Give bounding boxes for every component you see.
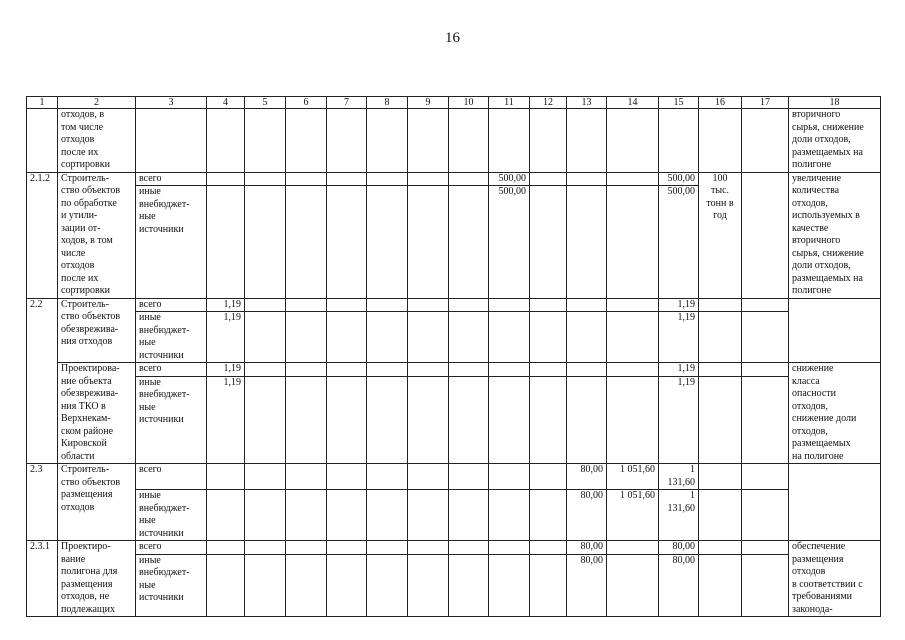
col-header: 8 bbox=[367, 97, 408, 109]
col-header: 4 bbox=[207, 97, 245, 109]
indicator-value: 100 тыс. тонн в год bbox=[699, 172, 742, 298]
value-cell: 1,19 bbox=[659, 376, 699, 463]
value-cell: 80,00 bbox=[567, 554, 607, 616]
col-header: 6 bbox=[286, 97, 327, 109]
measure-name: Строитель- ство объектов размещения отходов bbox=[58, 464, 136, 541]
value-cell: 500,00 bbox=[659, 186, 699, 298]
col-header: 14 bbox=[607, 97, 659, 109]
col-header: 3 bbox=[136, 97, 207, 109]
value-cell: 500,00 bbox=[489, 172, 530, 186]
col-header: 2 bbox=[58, 97, 136, 109]
item-number: 2.2 bbox=[27, 298, 58, 464]
item-number: 2.3.1 bbox=[27, 541, 58, 617]
value-cell: 500,00 bbox=[489, 186, 530, 298]
col-header: 18 bbox=[789, 97, 881, 109]
value-cell: 80,00 bbox=[567, 464, 607, 490]
measure-name: Строитель- ство объектов обезврежива- ния отходов bbox=[58, 298, 136, 363]
col-header: 13 bbox=[567, 97, 607, 109]
value-cell: 500,00 bbox=[659, 172, 699, 186]
value-cell: 1 131,60 bbox=[659, 490, 699, 541]
source-total: всего bbox=[136, 363, 207, 377]
measure-name: отходов, в том числе отходов после их сортировки bbox=[58, 109, 136, 173]
value-cell: 1 051,60 bbox=[607, 490, 659, 541]
source-total: всего bbox=[136, 172, 207, 186]
item-number: 2.1.2 bbox=[27, 172, 58, 298]
value-cell: 1 051,60 bbox=[607, 464, 659, 490]
col-header: 12 bbox=[530, 97, 567, 109]
table-row bbox=[27, 464, 881, 490]
col-header: 5 bbox=[245, 97, 286, 109]
source-other: иные внебюджет- ные источники bbox=[136, 376, 207, 463]
source-other: иные внебюджет- ные источники bbox=[136, 312, 207, 363]
table-row bbox=[27, 376, 881, 463]
value-cell: 1,19 bbox=[659, 298, 699, 312]
value-cell: 1,19 bbox=[659, 312, 699, 363]
col-header: 11 bbox=[489, 97, 530, 109]
value-cell: 1,19 bbox=[207, 376, 245, 463]
col-header: 15 bbox=[659, 97, 699, 109]
source-total: всего bbox=[136, 298, 207, 312]
col-header: 17 bbox=[742, 97, 789, 109]
source-total: всего bbox=[136, 464, 207, 490]
source-total: всего bbox=[136, 541, 207, 555]
value-cell: 1 131,60 bbox=[659, 464, 699, 490]
table-row bbox=[27, 554, 881, 616]
item-number: 2.3 bbox=[27, 464, 58, 541]
col-header: 10 bbox=[449, 97, 489, 109]
col-header: 1 bbox=[27, 97, 58, 109]
source-other: иные внебюджет- ные источники bbox=[136, 554, 207, 616]
value-cell: 80,00 bbox=[659, 554, 699, 616]
page-number: 16 bbox=[445, 30, 460, 46]
value-cell: 80,00 bbox=[567, 541, 607, 555]
expected-result: обеспечение размещения отходов в соответствии с требованиями законода- bbox=[789, 541, 881, 617]
col-header: 7 bbox=[327, 97, 367, 109]
measure-name: Строитель- ство объектов по обработке и утили- зации от- ходов, в том числе отходов после их сортировки bbox=[58, 172, 136, 298]
expected-result: увеличение количества отходов, используемых в качестве вторичного сырья, снижение доли отходов, размещаемых на полигоне bbox=[789, 172, 881, 298]
table-row bbox=[27, 109, 881, 173]
measure-name: Проектиро- вание полигона для размещения отходов, не подлежащих bbox=[58, 541, 136, 617]
table-row bbox=[27, 363, 881, 377]
value-cell: 1,19 bbox=[207, 298, 245, 312]
value-cell: 1,19 bbox=[207, 363, 245, 377]
table-row bbox=[27, 298, 881, 312]
value-cell: 80,00 bbox=[567, 490, 607, 541]
table-row bbox=[27, 541, 881, 555]
expected-result: снижение класса опасности отходов, снижение доли отходов, размещаемых на полигоне bbox=[789, 363, 881, 464]
value-cell: 80,00 bbox=[659, 541, 699, 555]
table-row bbox=[27, 490, 881, 541]
program-table bbox=[26, 96, 881, 617]
source-other: иные внебюджет- ные источники bbox=[136, 186, 207, 298]
value-cell: 1,19 bbox=[659, 363, 699, 377]
column-numbers-row bbox=[27, 97, 881, 109]
value-cell: 1,19 bbox=[207, 312, 245, 363]
col-header: 16 bbox=[699, 97, 742, 109]
measure-name: Проектирова- ние объекта обезврежива- ния ТКО в Верхнекам- ском районе Кировской области bbox=[58, 363, 136, 464]
source-other: иные внебюджет- ные источники bbox=[136, 490, 207, 541]
expected-result: вторичного сырья, снижение доли отходов, размещаемых на полигоне bbox=[789, 109, 881, 173]
col-header: 9 bbox=[408, 97, 449, 109]
table-row bbox=[27, 312, 881, 363]
table-row bbox=[27, 172, 881, 186]
